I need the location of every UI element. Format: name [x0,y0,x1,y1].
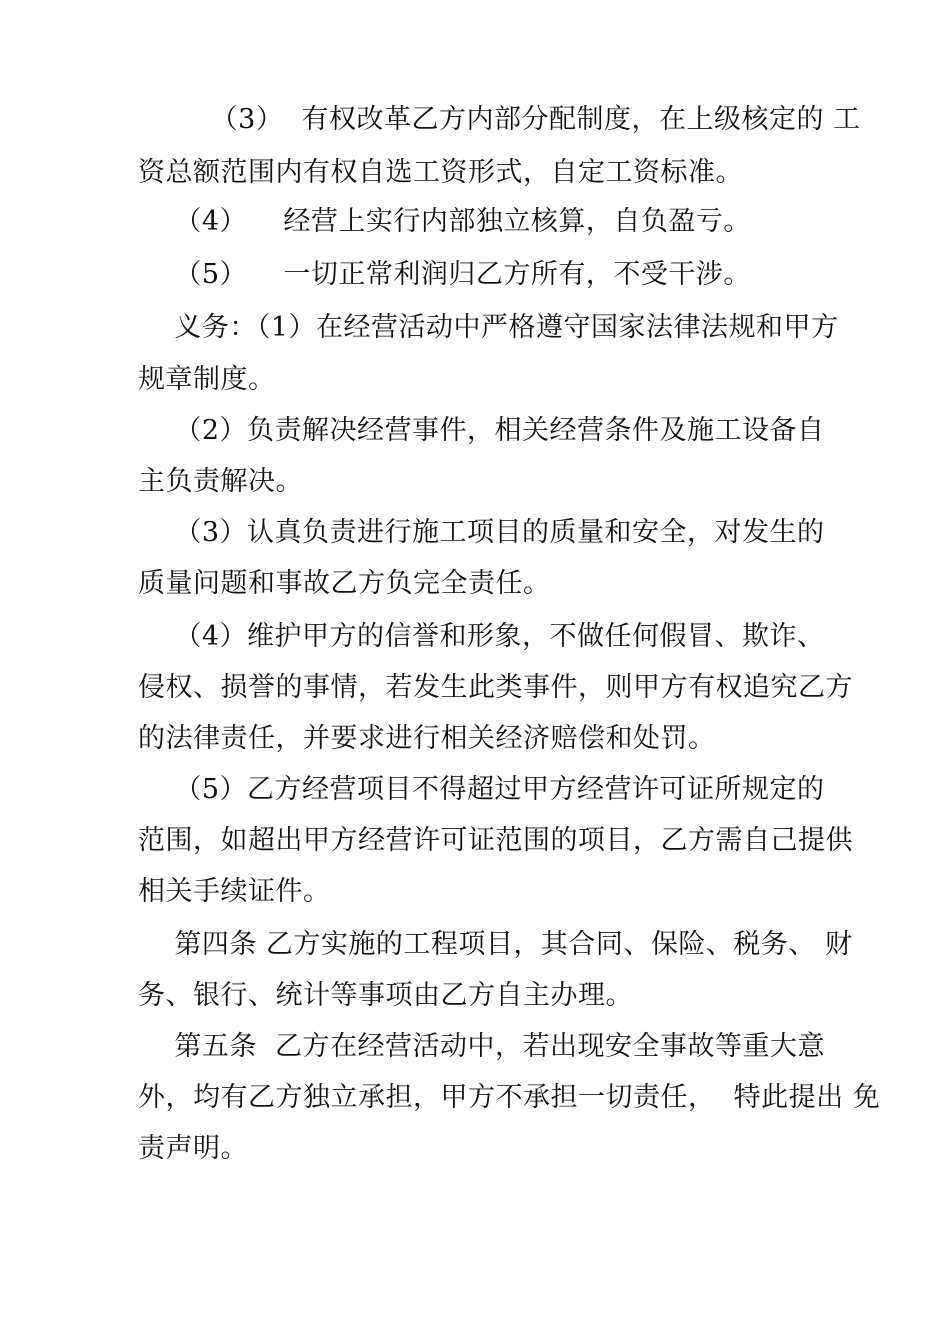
text-line: 范围，如超出甲方经营许可证范围的项目，乙方需自己提供 [138,825,853,856]
text-line: 资总额范围内有权自选工资形式，自定工资标准。 [138,157,743,188]
text-line: 务、银行、统计等事项由乙方自主办理。 [138,980,633,1011]
text-line: （3）认真负责进行施工项目的质量和安全，对发生的 [138,517,825,548]
text-line: 第四条 乙方实施的工程项目，其合同、保险、税务、 财 [138,929,853,960]
text-line: 质量问题和事故乙方负完全责任。 [138,568,551,599]
text-line: 第五条 乙方在经营活动中，若出现安全事故等重大意 [138,1031,825,1062]
text-line: 责声明。 [138,1133,248,1164]
text-line: （2）负责解决经营事件，相关经营条件及施工设备自 [138,415,825,446]
text-line: （5）乙方经营项目不得超过甲方经营许可证所规定的 [138,774,825,805]
text-line: 规章制度。 [138,364,276,395]
text-line: （5） 一切正常利润归乙方所有，不受干涉。 [138,259,751,290]
text-line: （4） 经营上实行内部独立核算，自负盈亏。 [138,206,751,237]
text-line: 的法律责任，并要求进行相关经济赔偿和处罚。 [138,723,716,754]
text-line: 义务：（1）在经营活动中严格遵守国家法律法规和甲方 [138,312,839,343]
text-line: （3） 有权改革乙方内部分配制度，在上级核定的 工 [138,104,861,135]
text-line: 主负责解决。 [138,466,303,497]
text-line: 相关手续证件。 [138,876,331,907]
text-line: 侵权、损誉的事情，若发生此类事件，则甲方有权追究乙方 [138,672,853,703]
text-line: （4）维护甲方的信誉和形象，不做任何假冒、欺诈、 [138,621,825,652]
text-line: 外，均有乙方独立承担，甲方不承担一切责任， 特此提出 免 [138,1082,881,1113]
